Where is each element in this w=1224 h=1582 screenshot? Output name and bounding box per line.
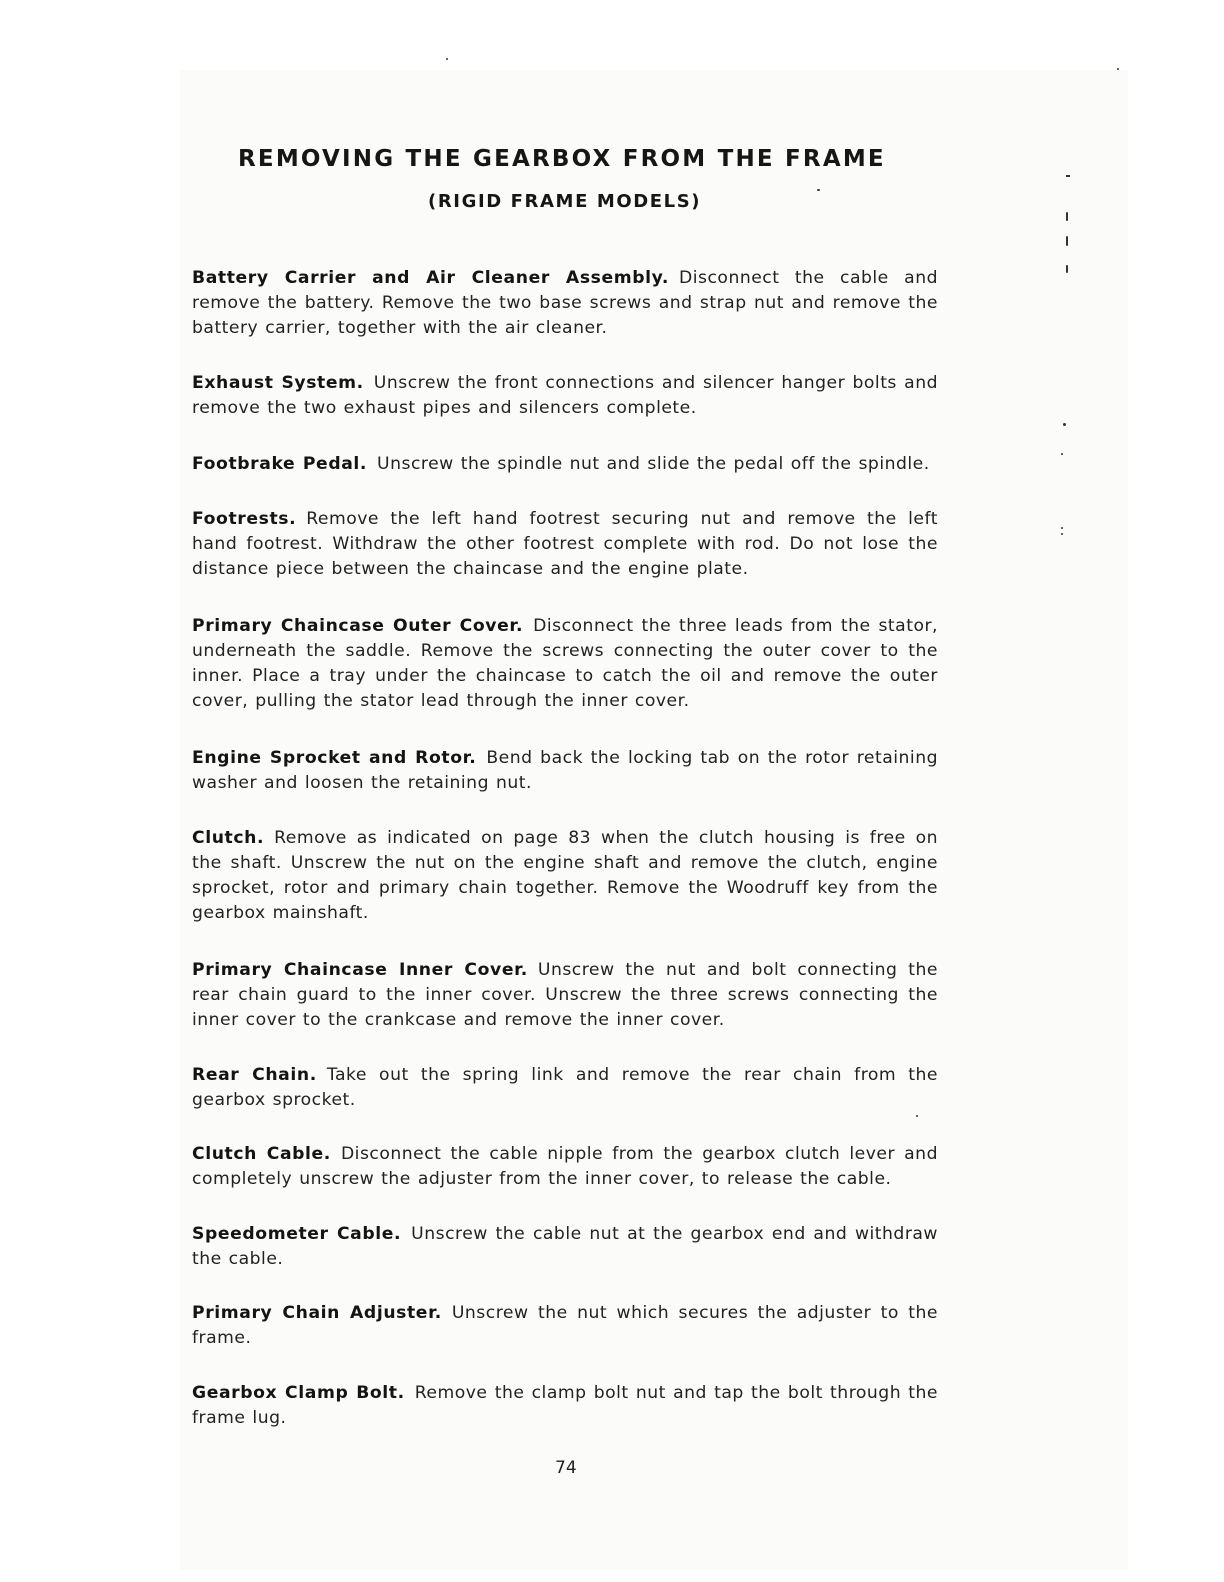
section-text: Disconnect the three leads from the stator, underneath the saddle. Remove the screws connecting the outer cover to the inner. Place a tray under the chaincase to catch the oil and remove the outer cover, pulling the stator lead through the inner cover. <box>192 616 938 711</box>
scan-speck <box>1066 212 1068 221</box>
section-rear-chain <box>192 1063 938 1113</box>
section-heading: Footrests. <box>192 509 297 529</box>
section-heading: Primary Chain Adjuster. <box>192 1303 442 1323</box>
section-primary-chain-adjuster <box>192 1301 938 1351</box>
section-footrests <box>192 507 938 582</box>
scan-speck <box>1061 533 1063 535</box>
scan-speck <box>1066 175 1070 177</box>
section-heading: Battery Carrier and Air Cleaner Assembly. <box>192 268 670 288</box>
section-heading: Primary Chaincase Inner Cover. <box>192 960 528 980</box>
section-heading: Clutch Cable. <box>192 1144 331 1164</box>
page-subtitle: (RIGID FRAME MODELS) <box>428 191 702 212</box>
section-heading: Exhaust System. <box>192 373 364 393</box>
section-text: Disconnect the cable nipple from the gearbox clutch lever and completely unscrew the adjuster from the inner cover, to release the cable. <box>192 1144 938 1189</box>
section-text: Remove the clamp bolt nut and tap the bolt through the frame lug. <box>192 1383 939 1428</box>
section-text: Remove as indicated on page 83 when the clutch housing is free on the shaft. Unscrew the nut on the engine shaft and remove the clutch, engine sprocket, rotor and primary chain together. Remove the Woodruff key from the gearbox mainshaft. <box>192 828 938 923</box>
section-clutch-cable <box>192 1142 938 1192</box>
section-text: Take out the spring link and remove the rear chain from the gearbox sprocket. <box>192 1065 938 1110</box>
section-heading: Clutch. <box>192 828 265 848</box>
page-title: REMOVING THE GEARBOX FROM THE FRAME <box>238 146 886 172</box>
scan-speck <box>1066 265 1068 273</box>
section-gearbox-clamp-bolt <box>192 1381 938 1431</box>
section-speedometer-cable <box>192 1222 938 1272</box>
section-clutch <box>192 826 938 926</box>
scan-speck <box>446 58 448 60</box>
section-battery-carrier <box>192 266 938 341</box>
section-primary-chaincase-outer-cover <box>192 614 938 714</box>
scan-speck <box>1066 236 1068 246</box>
section-engine-sprocket-rotor <box>192 746 938 796</box>
scan-speck <box>817 189 820 191</box>
section-primary-chaincase-inner-cover <box>192 958 938 1033</box>
section-text: Unscrew the front connections and silencer hanger bolts and remove the two exhaust pipes and silencers complete. <box>192 373 939 418</box>
section-heading: Engine Sprocket and Rotor. <box>192 748 477 768</box>
section-text: Unscrew the nut and bolt connecting the rear chain guard to the inner cover. Unscrew the three screws connecting the inner cover to the crankcase and remove the inner cover. <box>192 960 938 1030</box>
section-heading: Speedometer Cable. <box>192 1224 402 1244</box>
section-heading: Primary Chaincase Outer Cover. <box>192 616 524 636</box>
scan-speck <box>916 1115 918 1117</box>
scan-speck <box>1061 527 1063 529</box>
section-text: Disconnect the cable and remove the battery. Remove the two base screws and strap nut and remove the battery carrier, together with the air cleaner. <box>192 268 938 338</box>
section-heading: Footbrake Pedal. <box>192 454 368 474</box>
section-text: Unscrew the nut which secures the adjuster to the frame. <box>192 1303 938 1348</box>
section-heading: Gearbox Clamp Bolt. <box>192 1383 405 1403</box>
section-text: Remove the left hand footrest securing nut and remove the left hand footrest. Withdraw the other footrest complete with rod. Do not lose the distance piece between the chaincase and the engine plate. <box>192 509 938 579</box>
section-heading: Rear Chain. <box>192 1065 317 1085</box>
section-text: Unscrew the cable nut at the gearbox end and withdraw the cable. <box>192 1224 938 1269</box>
page-number: 74 <box>555 1458 577 1478</box>
section-footbrake-pedal <box>192 452 938 477</box>
section-exhaust-system <box>192 371 938 421</box>
scan-speck <box>1117 68 1119 70</box>
section-text: Bend back the locking tab on the rotor retaining washer and loosen the retaining nut. <box>192 748 938 793</box>
scan-speck <box>1063 423 1066 426</box>
section-text: Unscrew the spindle nut and slide the pedal off the spindle. <box>377 454 930 474</box>
scan-speck <box>1061 453 1063 455</box>
